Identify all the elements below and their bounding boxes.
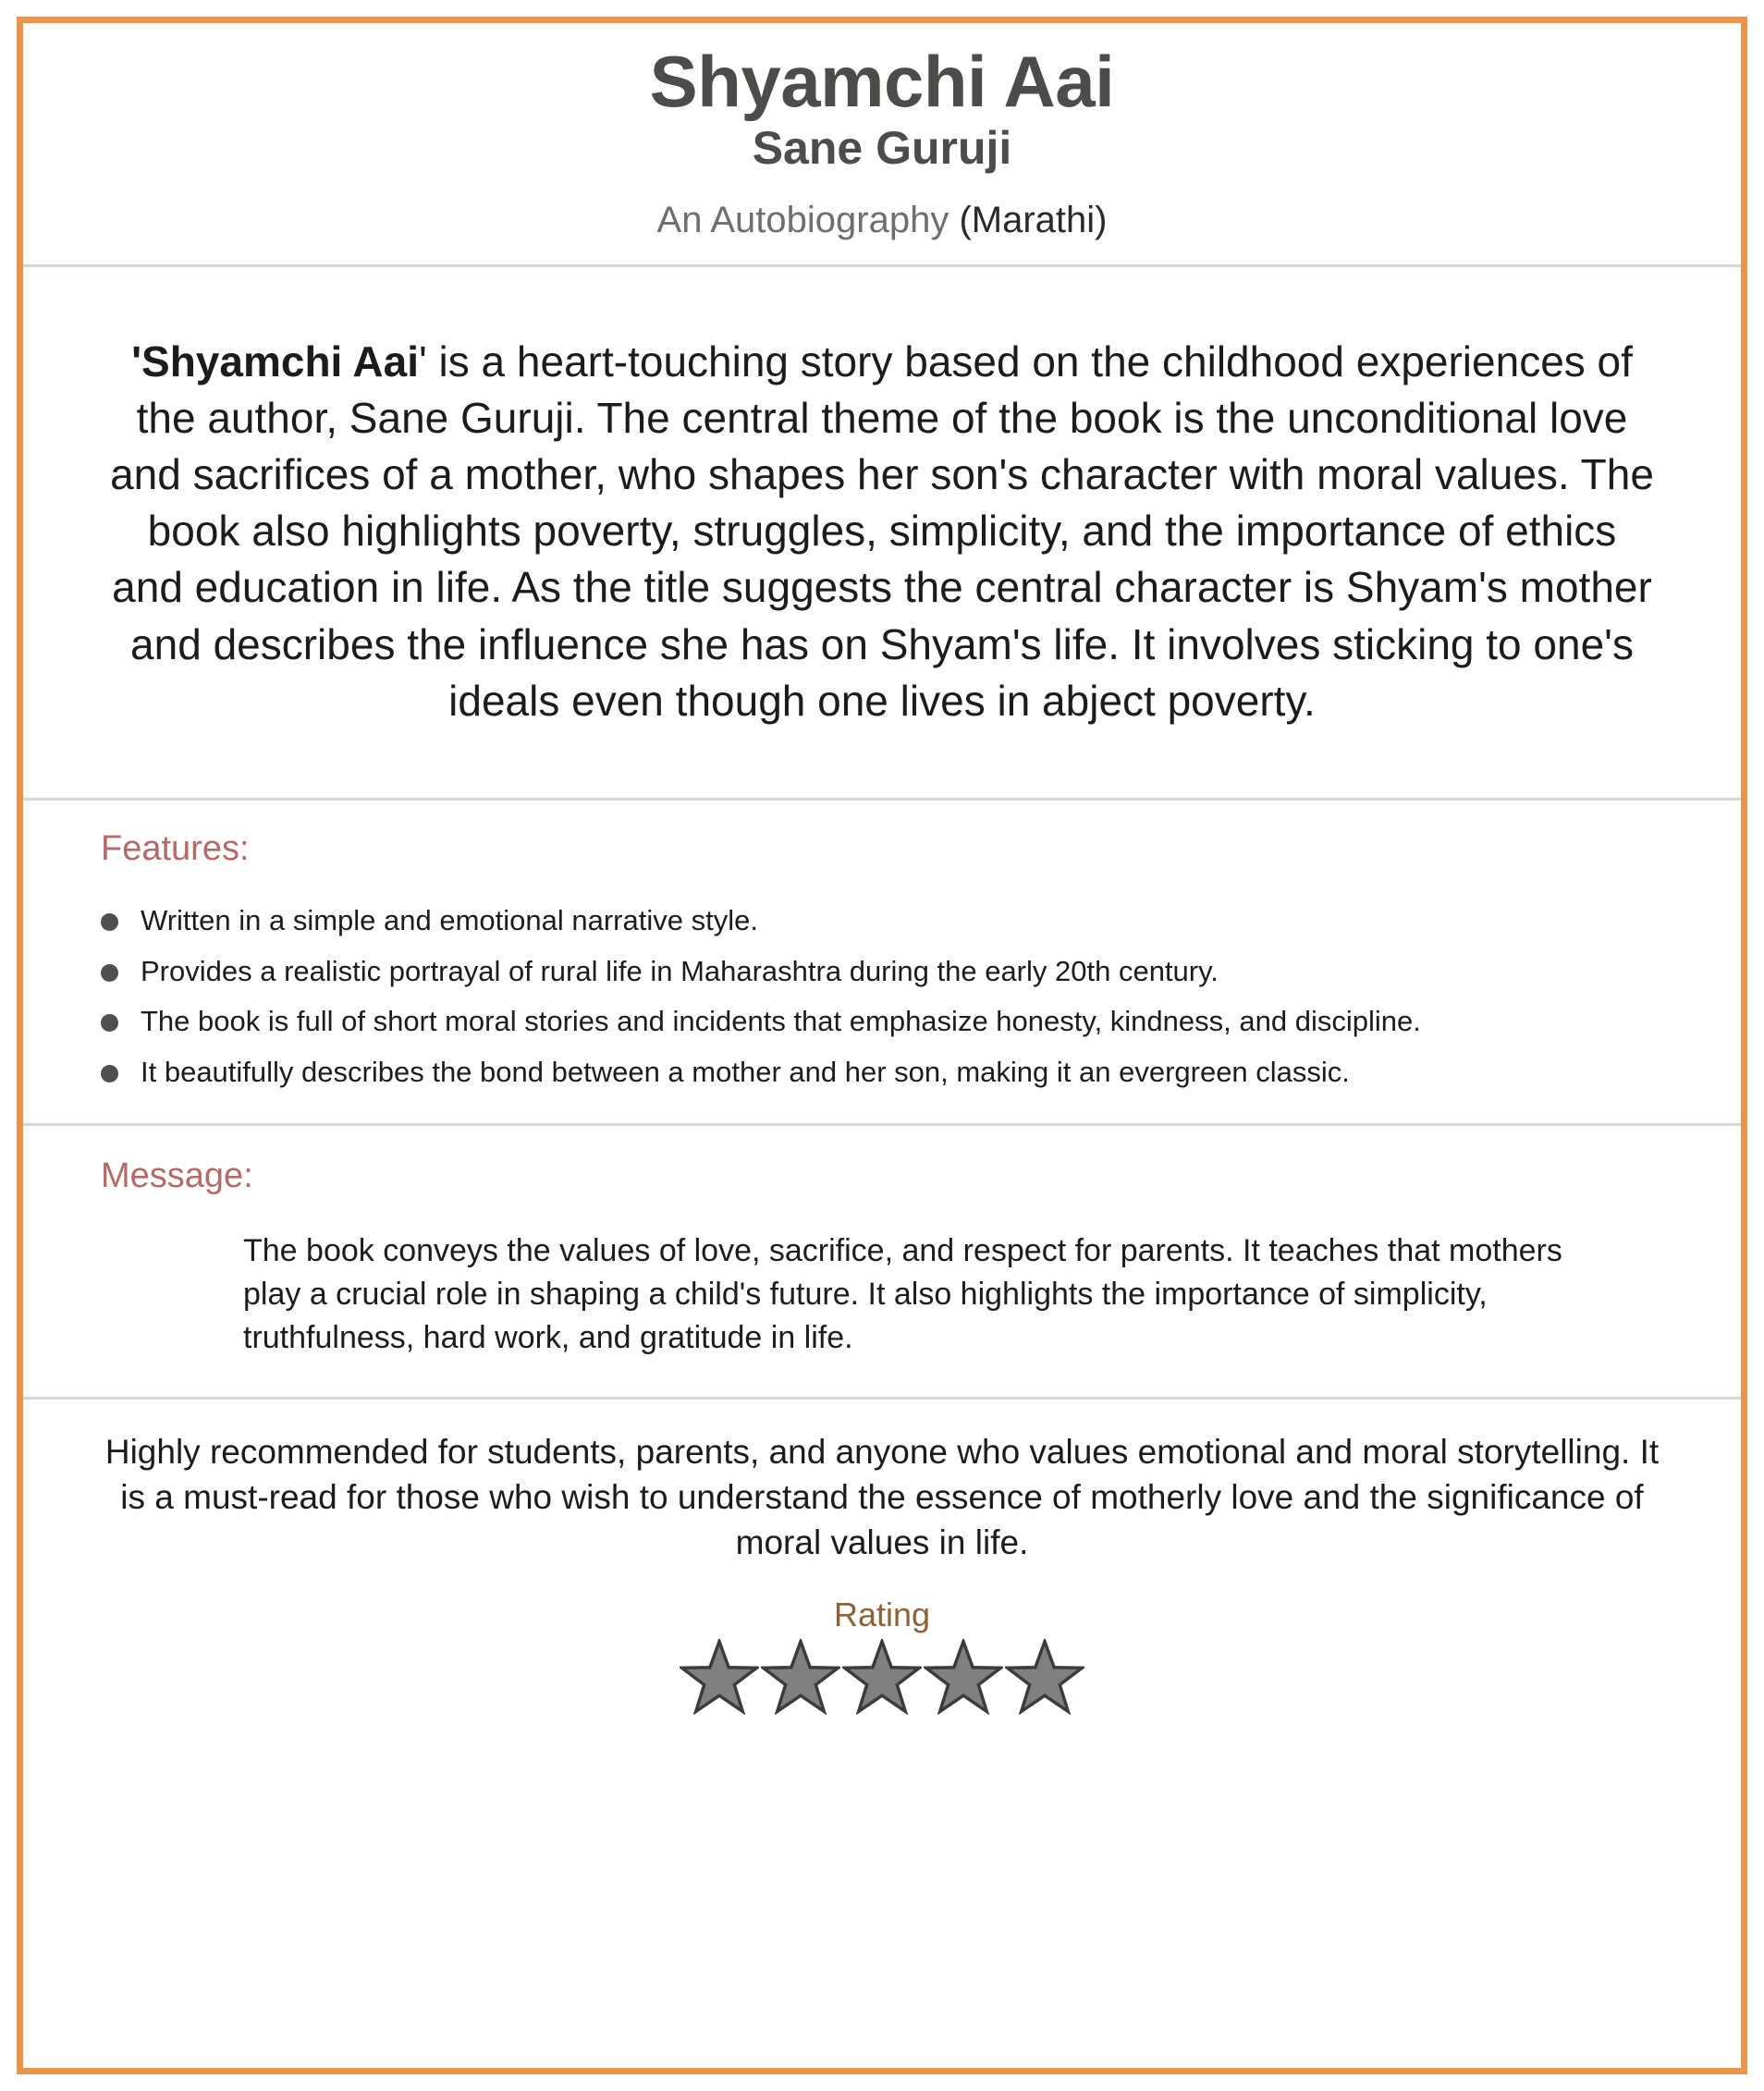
book-review-card xyxy=(17,17,1747,2074)
list-item-label: The book is full of short moral stories and incidents that emphasize honesty, kindness, and discipline. xyxy=(141,1005,1421,1038)
book-kind-label: An Autobiography xyxy=(656,199,960,240)
features-heading: Features: xyxy=(101,828,250,868)
features-list xyxy=(60,902,1704,1093)
summary-body-text: ' is a heart-touching story based on the childhood experiences of the author, Sane Guruji. The central theme of the book is the unconditional love and sacrifices of a mother, who shapes her son's character with moral values. The book also highlights poverty, struggles, simplicity, and the importance of ethics and education in life. As the title suggests the central character is Shyam's mother and describes the influence she has on Shyam's life. It involves sticking to one's ideals even though one lives in abject poverty. xyxy=(110,336,1654,725)
star-icon[interactable] xyxy=(1005,1639,1084,1719)
list-item xyxy=(73,902,1704,940)
features-section xyxy=(23,801,1741,1126)
bullet-dot-icon xyxy=(101,1065,118,1082)
book-subtitle xyxy=(60,200,1704,240)
message-section xyxy=(23,1126,1741,1400)
list-item-label: Written in a simple and emotional narrative style. xyxy=(141,903,758,936)
bullet-dot-icon xyxy=(101,964,118,982)
star-icon[interactable] xyxy=(761,1639,840,1719)
summary-book-title: 'Shyamchi Aai xyxy=(131,336,419,385)
message-heading: Message: xyxy=(101,1156,253,1196)
list-item xyxy=(73,953,1704,991)
rating-block xyxy=(93,1596,1671,1719)
star-icon[interactable] xyxy=(924,1639,1003,1719)
list-item-label: It beautifully describes the bond between a mother and her son, making it an evergreen classic. xyxy=(141,1056,1350,1089)
star-icon[interactable] xyxy=(842,1639,922,1719)
bullet-dot-icon xyxy=(101,913,118,931)
list-item xyxy=(73,1003,1704,1041)
rating-label: Rating xyxy=(833,1596,931,1634)
star-icon[interactable] xyxy=(680,1639,759,1719)
card-header xyxy=(23,23,1741,267)
book-author: Sane Guruji xyxy=(752,121,1012,174)
recommendation-section xyxy=(23,1400,1741,2068)
summary-section xyxy=(23,267,1741,801)
bullet-dot-icon xyxy=(101,1014,118,1032)
book-language-label: (Marathi) xyxy=(959,199,1108,240)
rating-stars xyxy=(93,1639,1671,1719)
summary-paragraph xyxy=(108,334,1656,729)
recommendation-paragraph: Highly recommended for students, parents, and anyone who values emotional and moral storytelling. It is a must-read for those who wish to understand the essence of motherly love and the significance of moral values in life. xyxy=(104,1432,1660,1562)
list-item xyxy=(73,1054,1704,1092)
list-item-label: Provides a realistic portrayal of rural life in Maharashtra during the early 20th century. xyxy=(141,954,1219,987)
page-title: Shyamchi Aai xyxy=(649,41,1115,122)
message-paragraph: The book conveys the values of love, sacrifice, and respect for parents. It teaches that mothers play a crucial role in shaping a child's future. It also highlights the importance of simplicity, truthfulness, hard work, and gratitude in life. xyxy=(243,1233,1562,1355)
